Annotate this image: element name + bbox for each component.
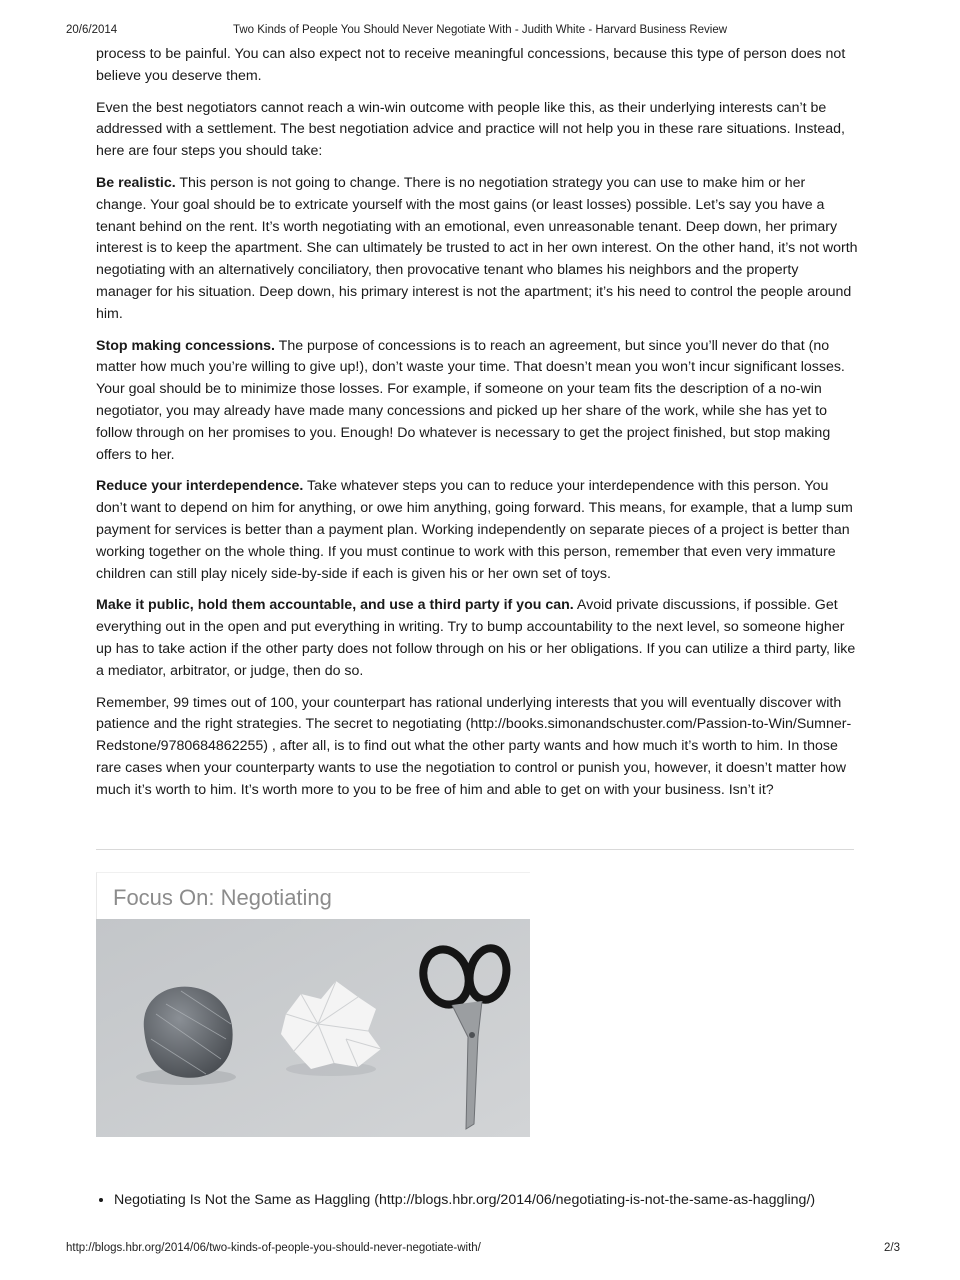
paragraph: Even the best negotiators cannot reach a win-win outcome with people like this, as their underlying interests can’t be addressed with a settlement. The best negotiation advice and practice will not help you in these rare situations. Instead, here are four steps you should take:: [96, 99, 845, 160]
step-heading: Make it public, hold them accountable, and use a third party if you can.: [96, 597, 574, 614]
focus-title[interactable]: Focus On: Negotiating: [96, 872, 530, 919]
step-heading: Reduce your interdependence.: [96, 478, 304, 495]
related-link-item[interactable]: [114, 1190, 834, 1211]
step-paragraph: [96, 173, 858, 326]
article-body: [96, 44, 858, 812]
step-paragraph: [96, 476, 858, 585]
page-url: http://blogs.hbr.org/2014/06/two-kinds-of-people-you-should-never-negotiate-with/: [66, 1242, 481, 1254]
print-header: [58, 24, 902, 40]
closing-paragraph: Remember, 99 times out of 100, your counterpart has rational underlying interests that you will eventually discover with patience and the right strategies. The secret to negotiating (http://books.simonandschuster.com/Passion-to-Win/Sumner-Redstone/9780684862255) , after all, is to find out what the other party wants and how much it’s worth to him. In those rare cases when your counterparty wants to use the negotiation to control or punish you, however, it doesn’t matter how much it’s worth to him. It’s worth more to you to be free of him and able to get on with your business. Isn’t it?: [96, 694, 852, 798]
related-link[interactable]: Negotiating Is Not the Same as Haggling (http://blogs.hbr.org/2014/06/negotiating-is-not-the-same-as-haggling/): [114, 1192, 816, 1208]
step-text: The purpose of concessions is to reach an agreement, but since you’ll never do that (no matter how much you’re willing to give up!), don’t waste your time. That doesn’t mean you won’t incur significant losses. Your goal should be to minimize those losses. For example, if someone on your team fits the description of a no-win negotiator, you may already have made many concessions and picked up her share of the work, while she has yet to follow through on her promises to you. Enough! Do whatever is necessary to get the project finished, but stop making offers to her.: [96, 337, 845, 463]
step-paragraph: [96, 336, 858, 467]
focus-image[interactable]: [96, 919, 530, 1137]
print-date: 20/6/2014: [66, 24, 118, 36]
paragraph: process to be painful. You can also expect not to receive meaningful concessions, because this type of person does not believe you deserve them.: [96, 46, 846, 84]
step-heading: Be realistic.: [96, 174, 176, 191]
focus-on-panel: [96, 872, 530, 1137]
document-title: Two Kinds of People You Should Never Negotiate With - Judith White - Harvard Business Review: [232, 24, 728, 36]
step-paragraph: [96, 595, 858, 682]
step-text: Take whatever steps you can to reduce your interdependence with this person. You don’t want to depend on him for anything, or owe him anything, going forward. This means, for example, that a lump sum payment for services is better than a payment plan. Working independently on separate pieces of a project is better than working together on the whole thing. If you must continue to work with this person, remember that even very immature children can still play nicely side-by-side if each is given his or her own set of toys.: [96, 478, 853, 582]
step-text: This person is not going to change. There is no negotiation strategy you can use to make him or her change. Your goal should be to extricate yourself with the most gains (or least losses) possible. Let’s say you have a tenant behind on the rent. It’s worth negotiating with an emotional, even unreasonable tenant. Deep down, her primary interest is to keep the apartment. She can ultimately be trusted to act in her own interest. On the other hand, it’s not worth negotiating with an alternatively conciliatory, then provocative tenant who blames his neighbors and the property manager for his situation. Deep down, his primary interest is not the apartment; it’s his need to control the people around him.: [96, 174, 858, 322]
print-footer: [66, 1242, 900, 1258]
related-links: [96, 1190, 834, 1211]
step-text: Avoid private discussions, if possible. Get everything out in the open and put everything in writing. Try to bump accountability to the next level, so someone higher up has to take action if the other party does not follow through on his or her obligations. If you can utilize a third party, like a mediator, arbitrator, or judge, then do so.: [96, 597, 856, 679]
step-heading: Stop making concessions.: [96, 337, 275, 354]
page-number: 2/3: [884, 1242, 900, 1254]
section-divider: [96, 849, 854, 850]
still-life-illustration: [96, 919, 530, 1137]
